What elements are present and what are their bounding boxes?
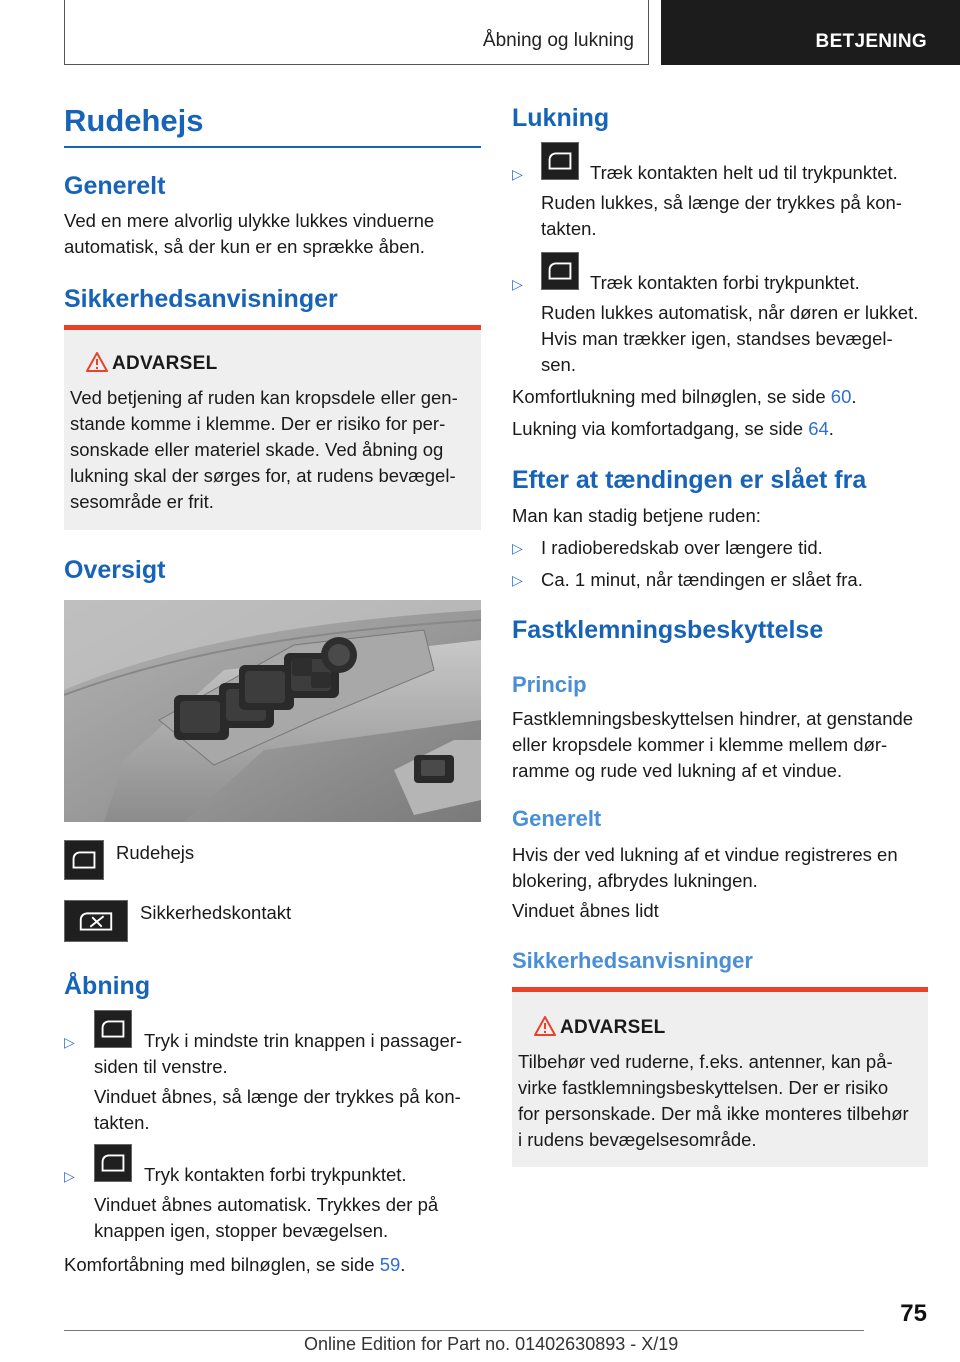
legend-label-safety-switch: Sikkerhedskontakt xyxy=(140,902,292,923)
warning-right-line-3: for personskade. Der må ikke monteres tilbehør xyxy=(518,1103,909,1124)
header-section-title: Åbning og lukning xyxy=(482,30,634,51)
warning-right-line-1: Tilbehør ved ruderne, f.eks. antenner, kan på- xyxy=(518,1051,893,1072)
page-number: 75 xyxy=(900,1300,927,1327)
lukning-item-2-sub-3: sen. xyxy=(541,354,576,375)
comfort-access-text: Lukning via komfortadgang, se side xyxy=(512,418,809,439)
fastklemning-heading: Fastklemningsbeskyttelse xyxy=(512,616,824,644)
generelt-text-1: Ved en mere alvorlig ulykke lukkes vinduerne xyxy=(64,210,435,231)
generelt-right-line-1: Hvis der ved lukning af et vindue registreres en xyxy=(512,844,898,865)
warning-triangle-icon xyxy=(86,352,108,372)
aabning-item-2-line-1: Tryk kontakten forbi trykpunktet. xyxy=(144,1164,407,1185)
comfort-access-ref xyxy=(512,416,834,442)
chapter-tab-label: BETJENING xyxy=(815,31,927,52)
bullet-marker: ▷ xyxy=(512,276,523,292)
efter-heading: Efter at tændingen er slået fra xyxy=(512,466,867,494)
legend-label-window-switch: Rudehejs xyxy=(116,842,195,863)
lukning-item-1-line-1: Træk kontakten helt ud til trykpunktet. xyxy=(590,162,898,183)
bullet-marker: ▷ xyxy=(512,166,523,182)
warning-line-3: sonskade eller materiel skade. Ved åbning og xyxy=(70,439,444,460)
efter-item-2: Ca. 1 minut, når tændingen er slået fra. xyxy=(541,569,863,590)
lukning-item-2-sub-1: Ruden lukkes automatisk, når døren er lukket. xyxy=(541,302,919,323)
lukning-item-1-sub-2: takten. xyxy=(541,218,597,239)
safety-right-heading: Sikkerhedsanvisninger xyxy=(512,948,753,973)
lukning-heading: Lukning xyxy=(512,104,610,132)
window-switch-icon xyxy=(94,1144,132,1182)
generelt-text-2: automatisk, så der kun er en sprække åben. xyxy=(64,236,425,257)
comfort-closing-page-link[interactable]: 60 xyxy=(830,386,852,407)
safety-heading: Sikkerhedsanvisninger xyxy=(64,285,338,313)
comfort-closing-text: Komfortlukning med bilnøglen, se side xyxy=(512,386,831,407)
warning-box xyxy=(64,325,481,530)
princip-line-1: Fastklemningsbeskyttelsen hindrer, at genstande xyxy=(512,708,914,729)
lukning-item-1-sub-1: Ruden lukkes, så længe der trykkes på kon- xyxy=(541,192,902,213)
window-switch-icon xyxy=(541,252,579,290)
footer-rule xyxy=(64,1330,864,1331)
warning-line-1: Ved betjening af ruden kan kropsdele eller gen- xyxy=(70,387,458,408)
warning-right-line-4: i rudens bevægelsesområde. xyxy=(518,1129,757,1150)
bullet-marker: ▷ xyxy=(64,1168,75,1184)
comfort-opening-page-link[interactable]: 59 xyxy=(379,1254,401,1275)
bullet-marker: ▷ xyxy=(512,540,523,556)
aabning-item-1-sub-1: Vinduet åbnes, så længe der trykkes på kon- xyxy=(94,1086,461,1107)
period: . xyxy=(828,418,834,439)
footer-edition: Online Edition for Part no. 01402630893 - X/19 xyxy=(304,1334,679,1354)
aabning-item-2-sub-2: knappen igen, stopper bevægelsen. xyxy=(94,1220,389,1241)
generelt-right-line-2: blokering, afbrydes lukningen. xyxy=(512,870,758,891)
aabning-item-1-line-2: siden til venstre. xyxy=(94,1056,228,1077)
warning-right-line-2: virke fastklemningsbeskyttelsen. Der er risiko xyxy=(518,1077,889,1098)
bullet-marker: ▷ xyxy=(64,1034,75,1050)
aabning-item-2-sub-1: Vinduet åbnes automatisk. Trykkes der på xyxy=(94,1194,439,1215)
warning-line-5: sesområde er frit. xyxy=(70,491,214,512)
warning-label-right: ADVARSEL xyxy=(560,1017,666,1038)
window-switch-icon xyxy=(94,1010,132,1048)
comfort-access-page-link[interactable]: 64 xyxy=(808,418,829,439)
princip-heading: Princip xyxy=(512,672,587,697)
generelt-right-line-3: Vinduet åbnes lidt xyxy=(512,900,659,921)
oversigt-heading: Oversigt xyxy=(64,556,166,584)
warning-line-2: stande komme i klemme. Der er risiko for per- xyxy=(70,413,446,434)
efter-text: Man kan stadig betjene ruden: xyxy=(512,505,761,526)
chapter-tab xyxy=(661,0,960,65)
efter-item-1: I radioberedskab over længere tid. xyxy=(541,537,823,558)
safety-switch-icon xyxy=(64,900,128,942)
warning-triangle-icon xyxy=(534,1016,556,1036)
princip-line-2: eller kropsdele kommer i klemme mellem dør- xyxy=(512,734,888,755)
aabning-heading: Åbning xyxy=(64,972,151,1000)
comfort-opening-ref xyxy=(64,1252,405,1278)
door-panel-photo xyxy=(64,600,481,822)
window-switch-icon xyxy=(541,142,579,180)
warning-label: ADVARSEL xyxy=(112,353,218,374)
title-rule xyxy=(64,146,481,148)
page-title: Rudehejs xyxy=(64,103,204,138)
generelt-heading: Generelt xyxy=(64,172,166,200)
warning-line-4: lukning skal der sørges for, at rudens bevægel- xyxy=(70,465,456,486)
window-switch-icon xyxy=(64,840,104,880)
lukning-item-2-line-1: Træk kontakten forbi trykpunktet. xyxy=(590,272,860,293)
princip-line-3: ramme og rude ved lukning af et vindue. xyxy=(512,760,843,781)
aabning-item-1-sub-2: takten. xyxy=(94,1112,150,1133)
warning-box-right xyxy=(512,987,928,1167)
lukning-item-2-sub-2: Hvis man trækker igen, standses bevægel- xyxy=(541,328,893,349)
period: . xyxy=(851,386,857,407)
period: . xyxy=(400,1254,406,1275)
comfort-opening-text: Komfortåbning med bilnøglen, se side xyxy=(64,1254,380,1275)
comfort-closing-ref xyxy=(512,384,857,410)
aabning-item-1-line-1: Tryk i mindste trin knappen i passager- xyxy=(144,1030,463,1051)
generelt-right-heading: Generelt xyxy=(512,806,602,831)
bullet-marker: ▷ xyxy=(512,572,523,588)
header-section-box xyxy=(64,0,649,65)
